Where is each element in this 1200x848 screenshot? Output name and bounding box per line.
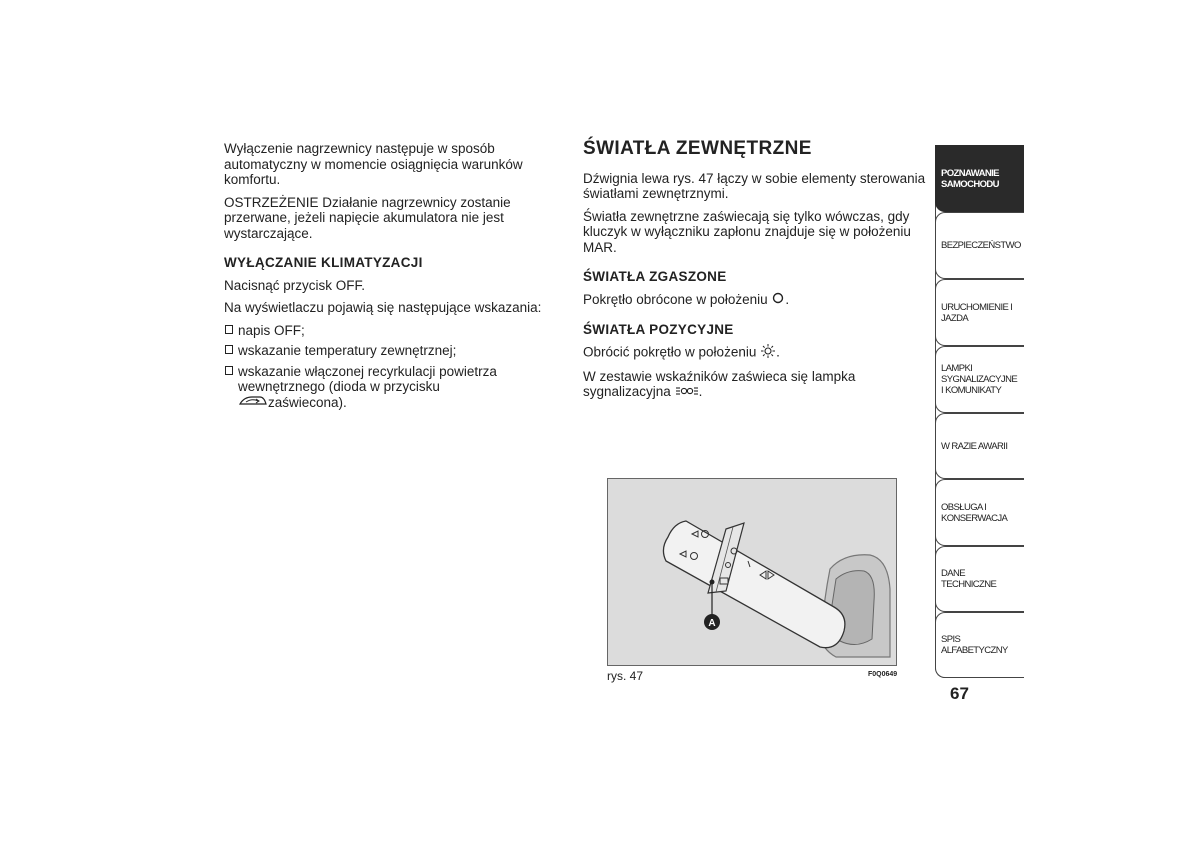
recirculation-icon: [238, 395, 268, 411]
list-item-text: wskazanie włączonej recyrkulacji powietrza wewnętrznego (dioda w przycisku: [238, 363, 497, 394]
lever-drawing: [608, 479, 896, 665]
tab-label: OBSŁUGA I KONSERWACJA: [941, 501, 1008, 524]
tab-label: SPIS ALFABETYCZNY: [941, 634, 1008, 656]
tab-w-razie-awarii[interactable]: [935, 413, 1024, 479]
paragraph: Światła zewnętrzne zaświecają się tylko wówczas, gdy kluczyk w wyłączniku zapłonu znajduje się w położeniu MAR.: [583, 208, 911, 255]
paragraph-text: Obrócić pokrętło w położeniu: [583, 344, 757, 360]
paragraph: Na wyświetlaczu pojawią się następujące wskazania:: [224, 300, 542, 315]
position-light-icon: [760, 344, 776, 362]
section-heading: ŚWIATŁA ZGASZONE: [583, 269, 727, 284]
section-heading: WYŁĄCZANIE KLIMATYZACJI: [224, 255, 423, 270]
list-item: [224, 364, 554, 411]
tab-label: W RAZIE AWARII: [941, 440, 1008, 452]
tab-lampki-sygnalizacyjne[interactable]: [935, 346, 1024, 413]
paragraph: Dźwignia lewa rys. 47 łączy w sobie elementy sterowania światłami zewnętrznymi.: [583, 170, 926, 201]
callout-label: A: [708, 618, 716, 629]
page-number: 67: [950, 684, 969, 703]
list-item: napis OFF;: [224, 323, 554, 339]
off-position-icon: [771, 292, 785, 308]
tab-bezpieczenstwo[interactable]: [935, 212, 1024, 279]
tab-spis-alfabetyczny[interactable]: [935, 612, 1024, 678]
paragraph: [583, 369, 928, 401]
paragraph: Wyłączenie nagrzewnicy następuje w sposób automatyczny w momencie osiągnięcia warunków komfortu.: [224, 141, 523, 187]
figure-code: F0Q0649: [868, 671, 898, 678]
list-item: wskazanie temperatury zewnętrznej;: [224, 343, 554, 359]
paragraph: [583, 344, 928, 362]
figure-lever-illustration: [607, 478, 897, 666]
list-item-text: zaświecona).: [268, 394, 347, 410]
period: .: [698, 384, 703, 400]
tab-label: DANE TECHNICZNE: [941, 568, 997, 590]
section-heading: ŚWIATŁA POZYCYJNE: [583, 321, 734, 337]
tab-label: BEZPIECZEŃSTWO: [941, 240, 1021, 251]
tab-label: LAMPKI SYGNALIZACYJNE I KOMUNIKATY: [941, 363, 1018, 396]
tab-poznawanie-samochodu[interactable]: [935, 145, 1024, 212]
paragraph-text: Pokrętło obrócone w położeniu: [583, 291, 768, 307]
left-column: [224, 141, 554, 416]
paragraph: [583, 292, 928, 308]
right-column: [583, 138, 928, 407]
figure-caption: rys. 47: [607, 669, 644, 683]
tab-uruchomienie-jazda[interactable]: [935, 279, 1024, 346]
paragraph-text: W zestawie wskaźników zaświeca się lampka sygnalizacyjna: [583, 368, 856, 400]
tab-label: POZNAWANIE SAMOCHODU: [941, 167, 999, 190]
period: .: [785, 291, 790, 307]
period: .: [776, 344, 780, 360]
tab-obsluga-konserwacja[interactable]: [935, 479, 1024, 546]
tab-dane-techniczne[interactable]: [935, 546, 1024, 612]
side-lights-warning-icon: [675, 385, 699, 401]
paragraph: Nacisnąć przycisk OFF.: [224, 277, 366, 293]
tab-label: URUCHOMIENIE I JAZDA: [941, 301, 1013, 324]
page-title: ŚWIATŁA ZEWNĘTRZNE: [583, 138, 812, 159]
warning-paragraph: OSTRZEŻENIE Działanie nagrzewnicy zostanie przerwane, jeżeli napięcie akumulatora nie jest wystarczające.: [224, 194, 511, 241]
